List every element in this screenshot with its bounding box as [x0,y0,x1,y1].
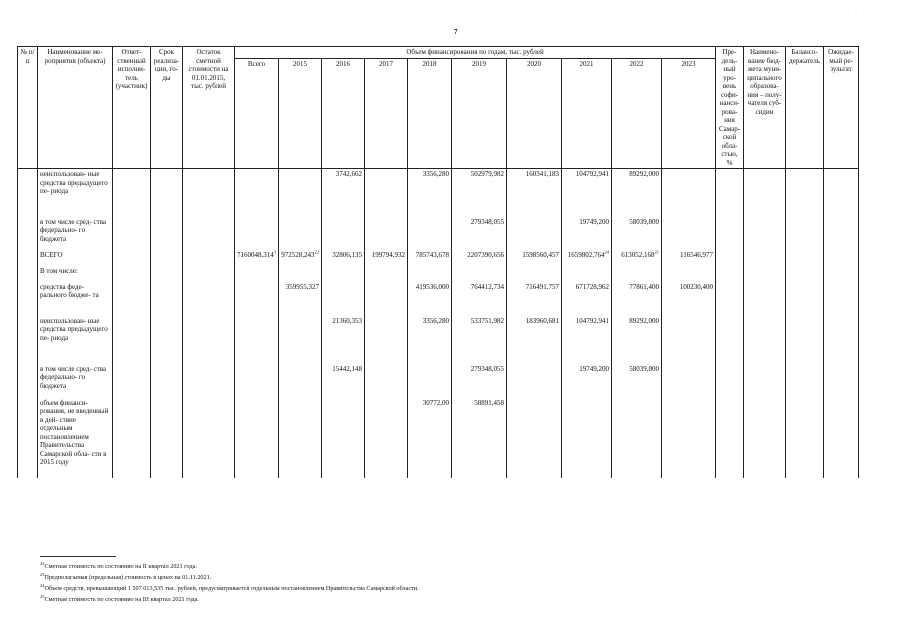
cell-value: 613052,168 [621,250,655,259]
table-cell-empty [18,217,38,250]
cell-value: 116546,977 [680,250,713,259]
table-cell-empty [183,217,235,250]
table-cell-empty [824,316,859,364]
table-cell [322,217,365,250]
table-cell [408,217,452,250]
table-cell-empty [18,266,38,282]
cell-value: 3356,280 [422,316,449,325]
table-cell-empty [824,217,859,250]
table-cell-empty [786,169,824,217]
table-cell [365,169,408,217]
table-cell [279,169,322,217]
table-cell-empty [183,398,235,478]
table-cell-empty [824,282,859,316]
cell-value: 785743,678 [415,250,449,259]
header-holder: Балансо- держатель [786,47,824,169]
table-cell [38,282,113,316]
footnote-rule [40,556,116,557]
table-cell [507,316,562,364]
table-cell [452,364,507,398]
table-row [18,250,859,266]
table-cell-empty [18,398,38,478]
cell-value: 89292,000 [629,316,659,325]
table-cell [38,169,113,217]
table-cell [452,169,507,217]
table-cell [562,266,612,282]
table-cell [612,266,662,282]
header-year: 2019 [452,59,507,169]
cell-value: неиспользован- ные средства предыдущего пе- риода [40,316,108,342]
table-cell [279,316,322,364]
table-cell [452,398,507,478]
table-cell-empty [786,266,824,282]
table-cell-empty [18,169,38,217]
table-cell [408,266,452,282]
table-cell-empty [744,217,786,250]
header-num: № п/п [18,47,38,169]
table-cell [322,398,365,478]
cell-value: 502979,982 [470,170,504,178]
table-cell-empty [18,250,38,266]
table-cell [235,266,279,282]
table-cell-empty [744,398,786,478]
table-cell [452,250,507,266]
table-cell [365,266,408,282]
header-limit: Пре- дель- ный уро- вень софи- нанси- рова- ния Самар- ской обла- стью, % [716,47,744,169]
table-cell-empty [786,282,824,316]
table-cell [322,250,365,266]
footnote-text: Сметная стоимость по состоянию на II квартал 2021 года. [44,563,197,571]
table-row [18,364,859,398]
footnote-text: Сметная стоимость по состоянию на III квартал 2021 года. [44,596,199,604]
footnote-ref: 22 [314,249,319,255]
table-cell-empty [744,266,786,282]
table-row [18,217,859,250]
header-term: Срок реализа- ции, го- ды [151,47,183,169]
table-cell-empty [113,250,151,266]
table-cell [452,282,507,316]
table-cell [38,398,113,478]
table-cell [235,364,279,398]
table-cell [38,217,113,250]
table-row [18,266,859,282]
table-cell-empty [716,266,744,282]
table-cell [279,250,322,266]
table-cell-empty [18,316,38,364]
cell-value: 104792,941 [575,170,609,178]
footnote-ref: 21 [654,249,659,255]
cell-value: 160341,183 [525,170,559,178]
table-cell [507,169,562,217]
header-row-1 [18,47,859,59]
table-cell-empty [716,217,744,250]
cell-value: 972528,243 [281,250,315,259]
table-cell [452,266,507,282]
table-cell [507,364,562,398]
table-row [18,282,859,316]
table-cell [38,316,113,364]
table-cell [662,364,716,398]
table-cell [365,250,408,266]
cell-value: 30772,00 [422,398,449,407]
table-cell-empty [113,266,151,282]
table-cell-empty [113,217,151,250]
cell-value: 19749,200 [579,364,609,373]
table-cell-empty [113,398,151,478]
footnote-number: 22 [40,561,45,566]
table-cell [562,217,612,250]
table-cell [507,266,562,282]
table-cell [322,266,365,282]
cell-value: 199794,932 [371,250,405,259]
table-cell [562,398,612,478]
cell-value: 671728,962 [575,282,609,291]
table-cell [279,398,322,478]
table-cell [322,364,365,398]
header-year: 2015 [279,59,322,169]
cell-value: 7160048,314 [237,250,274,259]
cell-value: 533751,982 [470,316,504,325]
table-cell [408,250,452,266]
table-cell [279,282,322,316]
cell-value: 100230,400 [679,282,713,291]
footnote-number: 24 [40,583,45,589]
cell-value: 104792,941 [575,316,609,325]
table-cell-empty [151,169,183,217]
table-cell [322,169,365,217]
header-total: Всего [235,59,279,169]
table-cell [322,316,365,364]
table-cell [452,217,507,250]
cell-value: 15442,148 [332,364,362,373]
table-cell [235,282,279,316]
table-cell [452,316,507,364]
table-cell-empty [183,169,235,217]
cell-value: 89292,000 [629,170,659,178]
cell-value: 77861,400 [629,282,659,291]
footnote [40,560,419,571]
table-cell-empty [786,364,824,398]
header-year: 2017 [365,59,408,169]
cell-value: в том числе сред- ства федерально- го бюджета [40,217,107,243]
table-cell [235,217,279,250]
footnote [40,593,419,604]
table-cell [408,398,452,478]
table-cell [612,250,662,266]
table-cell [279,217,322,250]
table-cell [612,282,662,316]
table-cell [562,364,612,398]
footnote-text: Предполагаемая (предельная) стоимость в ценах на 01.11.2021. [44,574,212,582]
cell-value: средства феде- рального бюдже- та [40,282,99,299]
table-cell-empty [113,169,151,217]
table-cell-empty [151,250,183,266]
table-cell [408,169,452,217]
scan-speck: · [855,12,857,18]
cell-value: 1598560,457 [522,250,559,259]
table-cell [612,398,662,478]
page-number: 7 [454,28,458,36]
table-cell-empty [744,364,786,398]
header-year: 2022 [612,59,662,169]
table-cell-empty [744,169,786,217]
table-cell-empty [18,364,38,398]
table-cell [38,364,113,398]
table-cell-empty [183,364,235,398]
table-cell-empty [151,282,183,316]
table-cell-empty [824,266,859,282]
table-cell [562,169,612,217]
cell-value: 279348,055 [470,217,504,226]
cell-value: 2207390,656 [467,250,504,259]
cell-value: 58891,458 [474,398,504,407]
cell-value: 58039,800 [629,217,659,226]
table-cell [365,217,408,250]
table-cell [507,217,562,250]
table-cell [562,316,612,364]
cell-value: ВСЕГО [40,250,63,259]
table-cell [365,398,408,478]
table-cell [662,398,716,478]
table-cell [612,169,662,217]
table-cell-empty [113,316,151,364]
cell-value: В том числе: [40,266,78,275]
table-cell [612,217,662,250]
financing-table [17,46,859,478]
cell-value: 183960,681 [525,316,559,325]
table-cell [365,364,408,398]
cell-value: 58039,800 [629,364,659,373]
cell-value: в том числе сред- ства федерально- го бюджета [40,364,107,390]
table-cell-empty [786,250,824,266]
table-row [18,169,859,217]
header-name: Наименование ме- роприятия (объекта) [38,47,113,169]
table-cell [365,282,408,316]
header-year: 2020 [507,59,562,169]
cell-value: 3742,662 [335,170,362,178]
table-cell [365,316,408,364]
table-cell [235,316,279,364]
table-cell [235,250,279,266]
table-cell-empty [716,316,744,364]
table-cell-empty [183,250,235,266]
cell-value: 716491,757 [525,282,559,291]
table-cell-empty [183,316,235,364]
table-cell [235,398,279,478]
header-remainder: Остаток сметной стоимости на 01.01.2015, тыс. рублей [183,47,235,169]
cell-value: 764412,734 [470,282,504,291]
table-cell-empty [716,282,744,316]
table-cell [562,282,612,316]
table-cell [662,169,716,217]
table-cell [38,266,113,282]
cell-value: 3356,280 [422,170,449,178]
table-cell [408,364,452,398]
table-cell [322,282,365,316]
table-cell-empty [824,250,859,266]
table-cell-empty [151,316,183,364]
table-cell [408,316,452,364]
table-cell-empty [824,364,859,398]
cell-value: 419536,000 [415,282,449,291]
header-executor: Ответ- ственный исполни- тель (участник) [113,47,151,169]
table-cell [507,282,562,316]
footnote-number: 25 [40,594,45,600]
table-cell-empty [113,282,151,316]
footnote [40,582,419,593]
table-cell [507,250,562,266]
table-cell-empty [151,398,183,478]
table-cell-empty [113,364,151,398]
table-row [18,398,859,478]
table-cell [38,250,113,266]
cell-value: неиспользован- ные средства предыдущего пе- риода [40,170,108,195]
table-cell [279,266,322,282]
table-cell-empty [824,169,859,217]
table-cell-empty [744,282,786,316]
header-financing: Объем финансирования по годам, тыс. рублей [235,47,716,59]
cell-value: 359955,327 [285,282,319,291]
table-cell-empty [716,250,744,266]
table-cell [612,316,662,364]
table-cell-empty [183,282,235,316]
table-cell-empty [18,282,38,316]
cell-value: 21360,353 [332,316,362,325]
table-cell-empty [716,364,744,398]
header-budget: Наимено- вание бюд- жета муни- ципального образова- ния – полу- чателя суб- сидии [744,47,786,169]
table-cell [562,250,612,266]
header-year: 2021 [562,59,612,169]
table-cell [408,282,452,316]
footnote [40,571,419,582]
footnote-ref: 24 [604,249,609,255]
table-cell-empty [183,266,235,282]
cell-value: объем финанси- рования, не введенный в дей- ствие отдельным постановлением Правительства Самарской обла- сти в 2015 году [40,398,109,466]
footnotes [40,556,419,604]
table-cell-empty [716,398,744,478]
table-cell [662,316,716,364]
table-cell [507,398,562,478]
table-cell-empty [824,398,859,478]
header-result: Ожидае- мый ре- зультат [824,47,859,169]
table-cell-empty [151,266,183,282]
cell-value: 19749,200 [579,217,609,226]
table-cell-empty [744,250,786,266]
table-cell-empty [786,398,824,478]
footnote-ref: 3 [273,249,276,255]
table-cell [612,364,662,398]
table-cell [662,282,716,316]
table-cell-empty [151,364,183,398]
table-cell-empty [786,316,824,364]
footnote-text: Объем средств, превышающий 1 507 013,535 тыс. рублей, предусматривается отдельным постановлением Правительства Самарской области. [44,585,419,593]
table-cell [279,364,322,398]
footnote-number: 23 [40,572,45,578]
cell-value: 32806,135 [332,250,362,259]
table-cell-empty [744,316,786,364]
table-cell-empty [716,169,744,217]
header-year: 2018 [408,59,452,169]
header-year: 2023 [662,59,716,169]
table-cell [662,250,716,266]
cell-value: 279348,055 [470,364,504,373]
cell-value: 1659802,764 [567,250,605,259]
table-cell [662,266,716,282]
table-row [18,316,859,364]
table-cell-empty [786,217,824,250]
header-year: 2016 [322,59,365,169]
table-cell [235,169,279,217]
table-cell-empty [151,217,183,250]
table-cell [662,217,716,250]
